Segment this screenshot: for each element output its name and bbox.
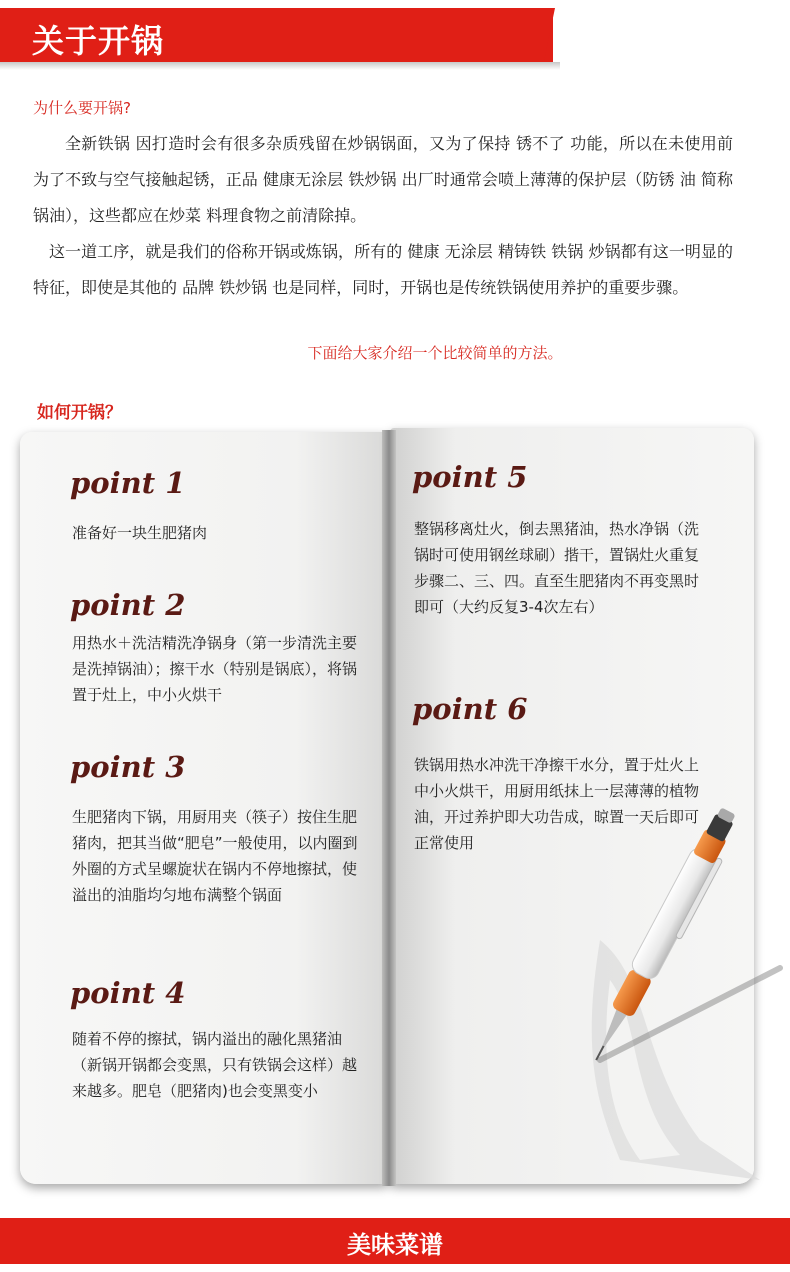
point-1-heading: point 1 <box>70 466 186 500</box>
pen-icon <box>0 420 790 1190</box>
point-3-heading: point 3 <box>70 750 186 784</box>
point-3-text: 生肥猪肉下锅，用厨用夹（筷子）按住生肥猪肉，把其当做“肥皂”一般使用，以内圈到外圈的方式呈螺旋状在锅内不停地擦拭，使溢出的油脂均匀地布满整个锅面 <box>72 808 358 904</box>
point-4-heading: point 4 <box>70 976 186 1010</box>
point-2-heading: point 2 <box>70 588 186 622</box>
point-2-text: 用热水＋洗洁精洗净锅身（第一步清洗主要是洗掉锅油）；擦干水（特别是锅底），将锅置于灶上，中小火烘干 <box>72 634 358 704</box>
point-1-text: 准备好一块生肥猪肉 <box>72 524 208 542</box>
intro-paragraph-2: 这一道工序，就是我们的俗称开锅或炼锅，所有的 健康 无涂层 精铸铁 铁锅 炒锅都有这一明显的特征，即使是其他的 品牌 铁炒锅 也是同样，同时，开锅也是传统铁锅使用养护的重要步骤。 <box>33 242 733 297</box>
point-6-heading: point 6 <box>412 692 528 726</box>
intro-paragraph-1: 全新铁锅 因打造时会有很多杂质残留在炒锅锅面，又为了保持 锈不了 功能，所以在未使用前为了不致与空气接触起锈，正品 健康无涂层 铁炒锅 出厂时通常会喷上薄薄的保护层（防锈 油 简称 锅油），这些都应在炒菜 料理食物之前清除掉。 <box>33 134 733 225</box>
method-intro-line: 下面给大家介绍一个比较简单的方法。 <box>307 344 563 362</box>
page-title: 关于开锅 <box>32 22 165 60</box>
point-6-text: 铁锅用热水冲洗干净擦干水分，置于灶火上中小火烘干，用厨用纸抹上一层薄薄的植物油，开过养护即大功告成，晾置一天后即可正常使用 <box>414 756 700 852</box>
footer-title: 美味菜谱 <box>347 1231 443 1259</box>
header-banner-shadow <box>0 62 560 70</box>
open-book-illustration <box>0 420 790 1190</box>
point-4-text: 随着不停的擦拭，锅内溢出的融化黑猪油（新锅开锅都会变黑，只有铁锅会这样）越来越多。肥皂（肥猪肉)也会变黑变小 <box>72 1030 358 1100</box>
how-question-heading: 如何开锅？ <box>37 403 122 423</box>
point-5-heading: point 5 <box>412 460 528 494</box>
why-question-heading: 为什么要开锅? <box>33 99 131 117</box>
point-5-text: 整锅移离灶火，倒去黑猪油，热水净锅（洗锅时可使用钢丝球刷）揩干，置锅灶火重复步骤二、三、四。直至生肥猪肉不再变黑时即可（大约反复3-4次左右） <box>414 520 700 616</box>
